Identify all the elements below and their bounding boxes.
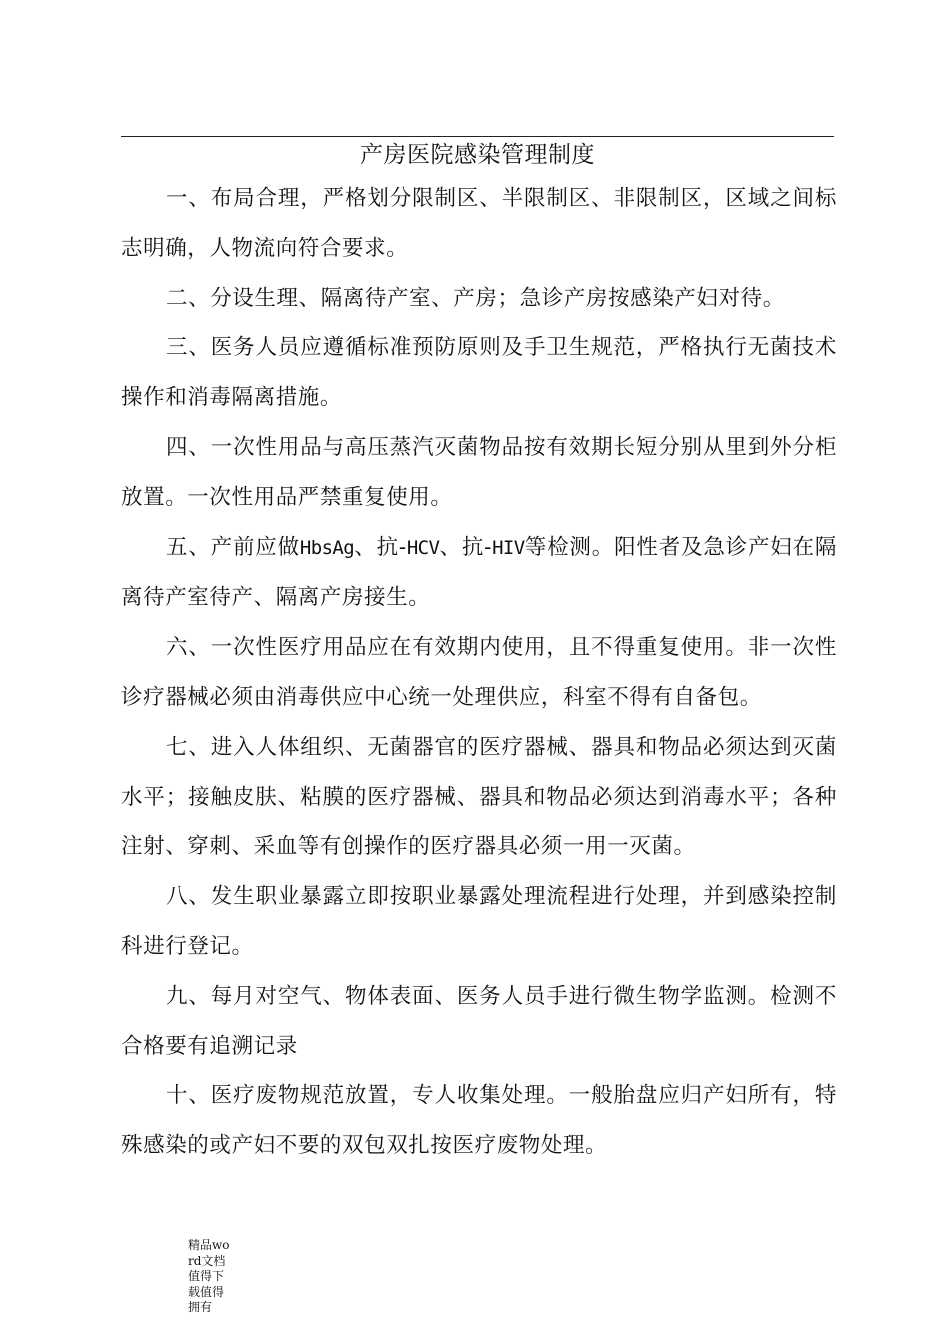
footer-note: 精品word文档值得下载值得拥有 [188, 1238, 230, 1314]
header-rule [121, 136, 834, 137]
paragraph-7: 七、进入人体组织、无菌器官的医疗器械、器具和物品必须达到灭菌水平；接触皮肤、粘膜的医疗器械、器具和物品必须达到消毒水平；各种注射、穿刺、采血等有创操作的医疗器具必须一用一灭菌。 [121, 734, 837, 860]
paragraph-5 [121, 523, 837, 624]
paragraph-10: 十、医疗废物规范放置，专人收集处理。一般胎盘应归产妇所有，特殊感染的或产妇不要的双包双扎按医疗废物处理。 [121, 1083, 837, 1159]
paragraph-5-suffix: 等检测。阳性者及急诊产妇在隔离待产室待产、隔离产房接生。 [121, 534, 837, 611]
document-title: 产房医院感染管理制度 [360, 142, 595, 168]
paragraph-9: 九、每月对空气、物体表面、医务人员手进行微生物学监测。检测不合格要有追溯记录 [121, 983, 837, 1059]
hiv-term: HIV [492, 536, 525, 559]
paragraph-4: 四、一次性用品与高压蒸汽灭菌物品按有效期长短分别从里到外分柜放置。一次性用品严禁重复使用。 [121, 434, 837, 510]
paragraph-5-sep2: 、抗- [439, 534, 493, 560]
document-body [121, 174, 837, 1171]
paragraph-8: 八、发生职业暴露立即按职业暴露处理流程进行处理，并到感染控制科进行登记。 [121, 884, 837, 959]
paragraph-6: 六、一次性医疗用品应在有效期内使用，且不得重复使用。非一次性诊疗器械必须由消毒供应中心统一处理供应，科室不得有自备包。 [121, 635, 837, 710]
hbsag-term: HbsAg [299, 536, 355, 559]
hcv-term: HCV [406, 536, 440, 559]
paragraph-5-prefix: 五、产前应做 [166, 534, 300, 560]
paragraph-5-sep1: 、抗- [354, 534, 407, 560]
paragraph-3: 三、医务人员应遵循标准预防原则及手卫生规范，严格执行无菌技术操作和消毒隔离措施。 [121, 335, 837, 411]
paragraph-2: 二、分设生理、隔离待产室、产房；急诊产房按感染产妇对待。 [166, 285, 785, 311]
paragraph-1: 一、布局合理，严格划分限制区、半限制区、非限制区，区域之间标志明确，人物流向符合要求。 [121, 186, 837, 261]
